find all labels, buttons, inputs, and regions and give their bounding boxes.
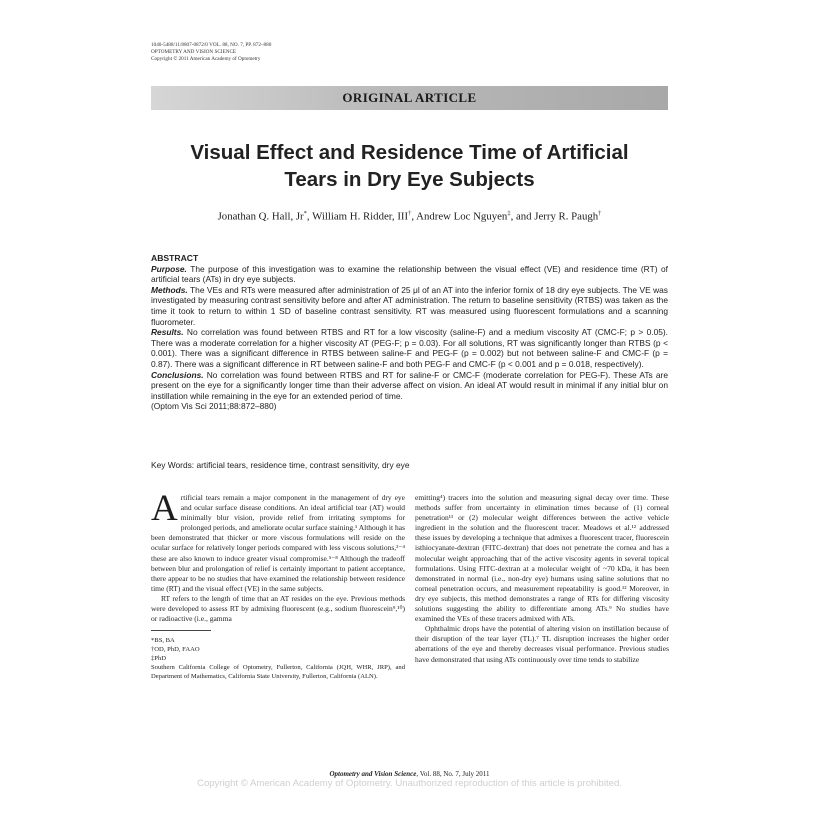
- author-separator: ,: [306, 210, 313, 223]
- meta-line-journal: OPTOMETRY AND VISION SCIENCE: [151, 49, 237, 55]
- article-type-label: ORIGINAL ARTICLE: [342, 90, 477, 105]
- section-label: Purpose.: [151, 263, 187, 274]
- author-affiliation-mark: *: [303, 210, 307, 217]
- article-type-banner: [151, 86, 668, 110]
- author-affiliation-mark: ‡: [507, 210, 511, 217]
- body-column-right: [415, 493, 669, 665]
- footnote: †OD, PhD, FAAO: [151, 646, 200, 653]
- copyright-watermark: Copyright © American Academy of Optometry. Unauthorized reproduction of this article is prohibited.: [197, 778, 622, 789]
- abstract-citation: (Optom Vis Sci 2011;88:872–880): [151, 401, 277, 412]
- body-paragraph: [151, 488, 405, 594]
- section-label: Methods.: [151, 284, 188, 295]
- title-line-1: Visual Effect and Residence Time of Artificial: [190, 141, 629, 164]
- paragraph-text: rtificial tears remain a major component in the management of dry eye and ocular surface disease conditions. An ideal artificial tear (AT) would minimally blur vision, provide relief from irritating symptoms for prolonged periods, and ameliorate ocular surface staining.¹ Although it has been demonstrated that thicker or more viscous formulations will reside on the ocular surface for relatively longer periods compared with less viscous solutions,²⁻⁴ these are also known to induce greater visual compromise.⁵⁻⁸ Although the tradeoff between blur and prolongation of relief is certainly important to patient acceptance, there appear to be no studies that have examined the relationship between residence time (RT) and the visual effect (VE) in the same subjects.: [151, 493, 405, 593]
- body-paragraph: emitting⁴) tracers into the solution and measuring signal decay over time. These methods suffer from uncertainty in elimination times because of (1) corneal penetration¹¹ or (2) molecular weight differences between the active vehicle ingredient in the solution and the fluorescent tracer. Meadows et al.¹² addressed these issues by developing a technique that admixes a fluorescent tracer, fluorescein isthiocyanate-dextran (FITC-dextran) that does not penetrate the cornea and has a molecular weight approaching that of the active viscosity agents in several topical formulations. Using FITC-dextran at a molecular weight of ~70 kDa, it has been demonstrated in normal (i.e., non-dry eye) humans using saline solutions that no corneal penetration occurs, and measurement repeatability is good.¹² Moreover, in dry eye subjects, this method demonstrates a range of RTs for differing viscosity solutions suggesting the ability to differentiate among ATs.⁹ No studies have examined the VEs of these tracers admixed with ATs.: [415, 493, 669, 624]
- section-label: Results.: [151, 327, 184, 338]
- body-paragraph: RT refers to the length of time that an AT resides on the eye. Previous methods were developed to assess RT by admixing fluorescent (e.g., sodium fluorescein⁹,¹⁰) or radioactive (i.e., gamma: [151, 593, 405, 624]
- footnote-divider: [151, 630, 211, 631]
- footer-issue: , Vol. 88, No. 7, July 2011: [416, 770, 490, 778]
- section-text: The purpose of this investigation was to examine the relationship between the visual effect (VE) and residence time (RT) of artificial tears (ATs) in dry eye subjects.: [151, 263, 668, 285]
- abstract-methods: [151, 285, 668, 327]
- author-name: Andrew Loc Nguyen: [416, 210, 508, 223]
- meta-line-copyright: Copyright © 2011 American Academy of Optometry: [151, 56, 261, 62]
- section-text: No correlation was found between RTBS and RT for saline-F or CMC-F (moderate correlation for PEG-F). These ATs are present on the eye for a significantly longer time than their adverse affect on vision. An ideal AT would result in minimal if any initial blur on instillation while remaining in the eye for an extended period of time.: [151, 369, 668, 401]
- author-separator: ,: [411, 210, 417, 223]
- abstract-results: [151, 327, 668, 369]
- author-name: Jerry R. Paugh: [534, 210, 599, 223]
- title-line-2: Tears in Dry Eye Subjects: [284, 168, 535, 191]
- section-text: No correlation was found between RTBS and RT for a low viscosity (saline-F) and a medium viscosity AT (CMC-F; p > 0.05). There was a moderate correlation for a higher viscosity AT (PEG-F; p = 0.03). For all solutions, RT was significantly longer than RTBS (p < 0.001). There was a significant difference in RTBS between saline-F and PEG-F (p = 0.002) but not between saline-F and CMC-F (p = 0.87). There was a significant difference in RT between saline-F and both PEG-F and CMC-F (p < 0.001 and p = 0.018, respectively).: [151, 327, 668, 369]
- meta-line-issn: 1040-5488/11/8807-0872/0 VOL. 88, NO. 7, PP. 872–880: [151, 42, 272, 48]
- author-list: [151, 210, 668, 223]
- abstract: [151, 253, 668, 412]
- article-title: [151, 139, 668, 193]
- abstract-conclusions: [151, 370, 668, 402]
- footnote: ‡PhD: [151, 655, 167, 662]
- author-affiliation-mark: †: [598, 210, 602, 217]
- body-column-left: [151, 488, 405, 624]
- page-footer: [151, 770, 668, 778]
- footnote-affiliation: Southern California College of Optometry, Fullerton, California (JQH, WHR, JRP), and Department of Mathematics, California State University, Fullerton, California (ALN).: [151, 664, 405, 680]
- author-separator: , and: [510, 210, 535, 223]
- footnotes: [151, 636, 405, 681]
- section-label: Conclusions.: [151, 369, 204, 380]
- abstract-heading: ABSTRACT: [151, 253, 199, 263]
- abstract-purpose: [151, 264, 668, 285]
- author-affiliation-mark: †: [408, 210, 412, 217]
- journal-meta: [151, 42, 271, 63]
- section-text: The VEs and RTs were measured after administration of 25 μl of an AT into the inferior fornix of 18 dry eye subjects. The VE was investigated by measuring contrast sensitivity before and after AT administration. The return to baseline sensitivity (RTBS) was taken as the time it took to return to within 1 SD of baseline contrast sensitivity. RT was measured using fluorescent formulations and a scanning fluorometer.: [151, 284, 668, 327]
- author-name: Jonathan Q. Hall, Jr: [217, 210, 304, 223]
- footer-journal-name: Optometry and Vision Science: [329, 770, 417, 778]
- body-paragraph: Ophthalmic drops have the potential of altering vision on instillation because of their disruption of the tear layer (TL).⁷ TL disruption increases the higher order aberrations of the eye and thereby decreases visual performance. Previous studies have demonstrated that using ATs continuously over time tends to stabilize: [415, 624, 669, 664]
- author-name: William H. Ridder, III: [312, 210, 409, 223]
- footnote: *BS, BA: [151, 637, 175, 644]
- key-words: Key Words: artificial tears, residence time, contrast sensitivity, dry eye: [151, 460, 410, 470]
- drop-cap: A: [151, 488, 178, 529]
